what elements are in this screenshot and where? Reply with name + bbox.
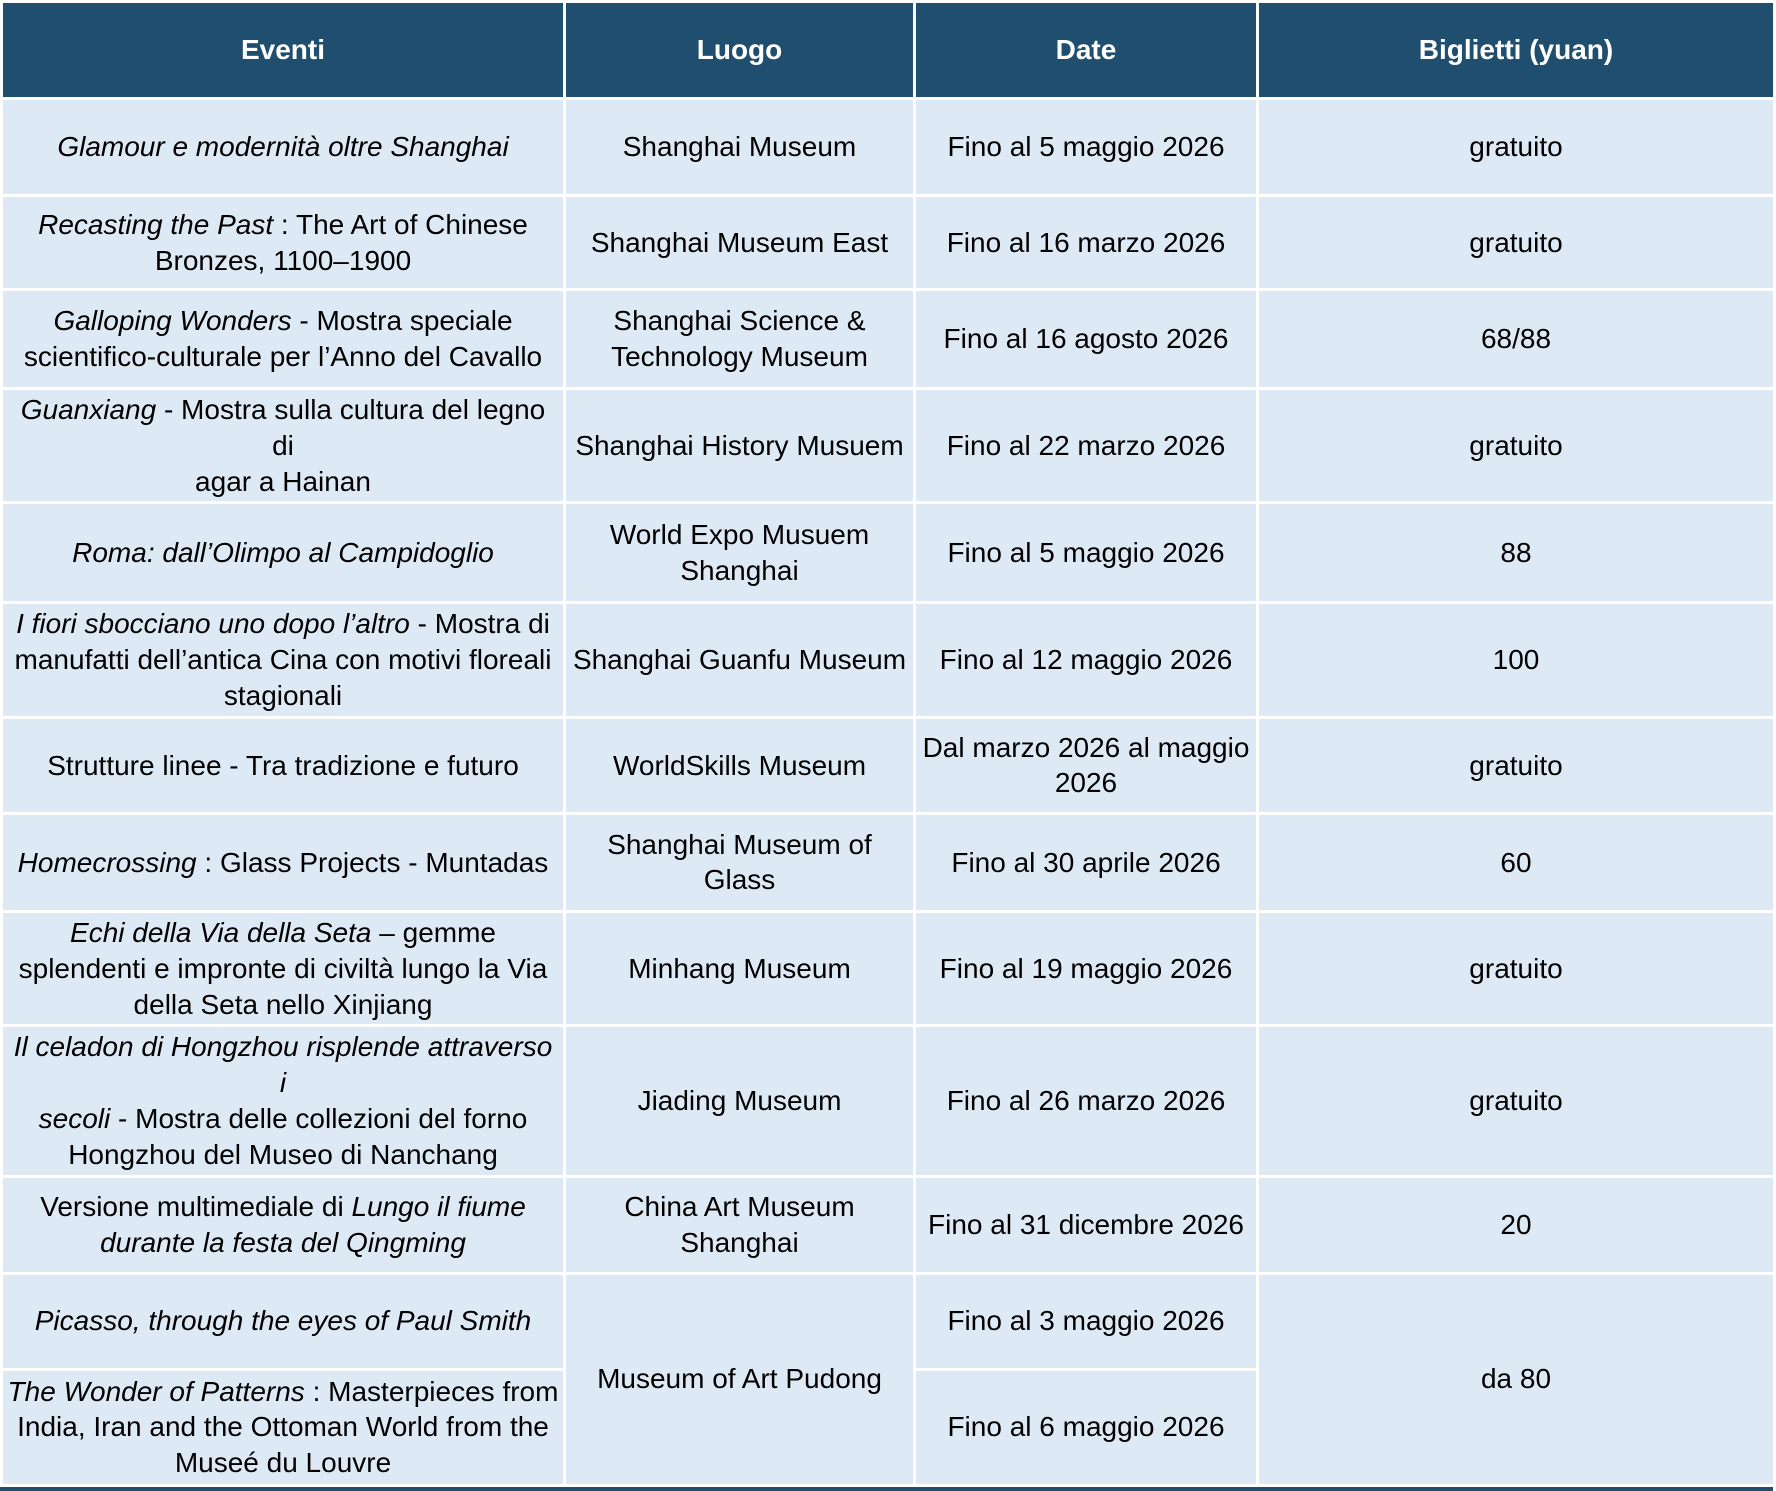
cell-line: Fino al 3 maggio 2026 xyxy=(947,1305,1225,1337)
cell-line: Shanghai Science & xyxy=(613,305,866,337)
ticket-value: gratuito xyxy=(1469,226,1563,258)
cell-line: Fino al 6 maggio 2026 xyxy=(947,1411,1225,1443)
event-cell xyxy=(2,503,565,603)
date-cell xyxy=(915,813,1258,911)
table-row xyxy=(2,290,1775,389)
date-cell xyxy=(915,1176,1258,1273)
event-text: scientifico-culturale per l’Anno del Cavallo xyxy=(23,341,543,372)
ticket-value: 20 xyxy=(1500,1208,1532,1240)
date-cell xyxy=(915,196,1258,290)
ticket-cell xyxy=(1258,290,1775,389)
event-text: Museé du Louvre xyxy=(174,1447,392,1479)
event-cell xyxy=(2,290,565,389)
event-title-italic: Roma: dall’Olimpo al Campidoglio xyxy=(72,537,494,569)
event-text: : Masterpieces from xyxy=(304,1375,559,1407)
event-cell xyxy=(2,99,565,196)
event-text: Strutture linee - Tra tradizione e futuro xyxy=(47,749,519,781)
cell-line: Technology Museum xyxy=(611,341,868,372)
event-text: Versione multimediale di xyxy=(40,1190,352,1222)
event-title-italic: I fiori sbocciano uno dopo l’altro xyxy=(16,608,410,640)
cell-line: Fino al 19 maggio 2026 xyxy=(939,952,1233,984)
table-row xyxy=(2,911,1775,1025)
cell-line: Shanghai History Musuem xyxy=(575,429,904,461)
event-cell xyxy=(2,717,565,813)
location-cell xyxy=(565,503,915,603)
event-title-italic: Homecrossing xyxy=(17,846,197,878)
event-cell xyxy=(2,1369,565,1485)
header-row xyxy=(2,2,1775,99)
column-header-eventi: Eventi xyxy=(2,2,565,99)
cell-line: 2026 xyxy=(1054,767,1118,799)
event-text: stagionali xyxy=(223,680,343,712)
event-cell xyxy=(2,1273,565,1369)
ticket-cell xyxy=(1258,1176,1775,1273)
ticket-value: 88 xyxy=(1500,537,1532,569)
date-cell xyxy=(915,1273,1258,1369)
cell-line: WorldSkills Museum xyxy=(612,749,867,781)
location-cell xyxy=(565,99,915,196)
table-row xyxy=(2,196,1775,290)
event-text: - Mostra delle collezioni del forno xyxy=(110,1103,528,1135)
cell-line: Shanghai Guanfu Museum xyxy=(572,644,907,676)
ticket-value: 68/88 xyxy=(1480,323,1552,355)
column-header-biglietti: Biglietti (yuan) xyxy=(1258,2,1775,99)
cell-line: Shanghai Museum East xyxy=(590,226,889,258)
location-cell xyxy=(565,813,915,911)
ticket-value: gratuito xyxy=(1469,749,1563,781)
cell-line: Fino al 5 maggio 2026 xyxy=(947,537,1225,569)
cell-line: Fino al 5 maggio 2026 xyxy=(947,131,1225,163)
cell-line: Museum of Art Pudong xyxy=(597,1363,882,1395)
location-cell xyxy=(565,389,915,503)
ticket-cell xyxy=(1258,603,1775,717)
event-text: splendenti e impronte di civiltà lungo la Via xyxy=(18,952,548,984)
location-cell xyxy=(565,717,915,813)
cell-line: Fino al 22 marzo 2026 xyxy=(946,429,1226,461)
event-cell xyxy=(2,1176,565,1273)
table-row xyxy=(2,99,1775,196)
date-cell xyxy=(915,1026,1258,1176)
event-title-italic: Picasso, through the eyes of Paul Smith xyxy=(34,1305,532,1337)
location-cell xyxy=(565,1273,915,1485)
date-cell xyxy=(915,603,1258,717)
ticket-value: da 80 xyxy=(1480,1363,1552,1395)
ticket-cell xyxy=(1258,99,1775,196)
ticket-cell xyxy=(1258,911,1775,1025)
event-title-italic: Galloping Wonders xyxy=(53,305,292,337)
event-cell xyxy=(2,603,565,717)
cell-line: Fino al 12 maggio 2026 xyxy=(939,644,1233,676)
event-cell xyxy=(2,813,565,911)
event-title-italic: durante la festa del Qingming xyxy=(100,1226,466,1258)
event-title-italic: Il celadon di Hongzhou risplende attraverso i xyxy=(13,1031,553,1099)
cell-line: China Art Museum xyxy=(624,1190,855,1222)
column-header-date: Date xyxy=(915,2,1258,99)
table-row xyxy=(2,603,1775,717)
date-cell xyxy=(915,1369,1258,1485)
cell-line: Shanghai xyxy=(680,554,799,586)
location-cell xyxy=(565,911,915,1025)
event-cell xyxy=(2,389,565,503)
table-row xyxy=(2,1273,1775,1369)
event-cell xyxy=(2,1026,565,1176)
ticket-value: gratuito xyxy=(1469,429,1563,461)
column-header-luogo: Luogo xyxy=(565,2,915,99)
table-row xyxy=(2,389,1775,503)
event-title-italic: Recasting the Past xyxy=(38,208,274,240)
ticket-cell xyxy=(1258,1273,1775,1485)
date-cell xyxy=(915,290,1258,389)
event-text: Hongzhou del Museo di Nanchang xyxy=(68,1138,498,1170)
cell-line: Dal marzo 2026 al maggio xyxy=(922,731,1250,763)
event-text: : Glass Projects - Muntadas xyxy=(196,846,549,878)
ticket-cell xyxy=(1258,1026,1775,1176)
event-title-italic: Glamour e modernità oltre Shanghai xyxy=(57,131,509,163)
ticket-value: gratuito xyxy=(1469,952,1563,984)
table-body xyxy=(2,99,1775,1486)
ticket-value: gratuito xyxy=(1469,131,1563,163)
location-cell xyxy=(565,603,915,717)
event-title-italic: Echi della Via della Seta xyxy=(70,916,372,948)
cell-line: Fino al 16 marzo 2026 xyxy=(946,226,1226,258)
ticket-value: 60 xyxy=(1500,846,1532,878)
event-text: - Mostra speciale xyxy=(291,305,513,337)
table-row xyxy=(2,1026,1775,1176)
event-text: manufatti dell’antica Cina con motivi floreali xyxy=(14,644,552,676)
date-cell xyxy=(915,911,1258,1025)
event-cell xyxy=(2,911,565,1025)
cell-line: Jiading Museum xyxy=(637,1085,842,1117)
location-cell xyxy=(565,196,915,290)
cell-line: Shanghai Museum of Glass xyxy=(607,828,872,896)
event-title-italic: The Wonder of Patterns xyxy=(7,1375,305,1407)
event-text: - Mostra di xyxy=(409,608,550,640)
event-text: - Mostra sulla cultura del legno di xyxy=(156,394,546,461)
location-cell xyxy=(565,1176,915,1273)
cell-line: Shanghai Museum xyxy=(622,131,857,163)
event-text: della Seta nello Xinjiang xyxy=(133,988,433,1020)
date-cell xyxy=(915,99,1258,196)
event-title-italic: Guanxiang xyxy=(20,394,157,425)
ticket-cell xyxy=(1258,389,1775,503)
date-cell xyxy=(915,717,1258,813)
cell-line: World Expo Musuem xyxy=(609,519,870,551)
cell-line: Minhang Museum xyxy=(628,952,851,984)
event-text: : The Art of Chinese xyxy=(273,208,528,240)
table-header xyxy=(2,2,1775,99)
event-title-italic: secoli xyxy=(38,1103,111,1135)
table-row xyxy=(2,503,1775,603)
event-title-italic: Lungo il fiume xyxy=(351,1190,526,1222)
event-text: – gemme xyxy=(371,916,496,948)
ticket-value: gratuito xyxy=(1469,1085,1563,1117)
event-text: India, Iran and the Ottoman World from the xyxy=(17,1411,549,1443)
ticket-cell xyxy=(1258,196,1775,290)
table-row xyxy=(2,717,1775,813)
date-cell xyxy=(915,389,1258,503)
event-text: agar a Hainan xyxy=(195,465,371,497)
table-row xyxy=(2,1176,1775,1273)
location-cell xyxy=(565,1026,915,1176)
cell-line: Fino al 16 agosto 2026 xyxy=(943,323,1229,355)
event-text: Bronzes, 1100–1900 xyxy=(154,244,412,276)
ticket-value: 100 xyxy=(1492,644,1540,676)
cell-line: Fino al 26 marzo 2026 xyxy=(946,1085,1226,1117)
cell-line: Shanghai xyxy=(680,1226,799,1258)
ticket-cell xyxy=(1258,503,1775,603)
ticket-cell xyxy=(1258,717,1775,813)
event-cell xyxy=(2,196,565,290)
ticket-cell xyxy=(1258,813,1775,911)
date-cell xyxy=(915,503,1258,603)
cell-line: Fino al 31 dicembre 2026 xyxy=(928,1208,1244,1240)
table-row xyxy=(2,813,1775,911)
location-cell xyxy=(565,290,915,389)
cell-line: Fino al 30 aprile 2026 xyxy=(951,846,1221,878)
